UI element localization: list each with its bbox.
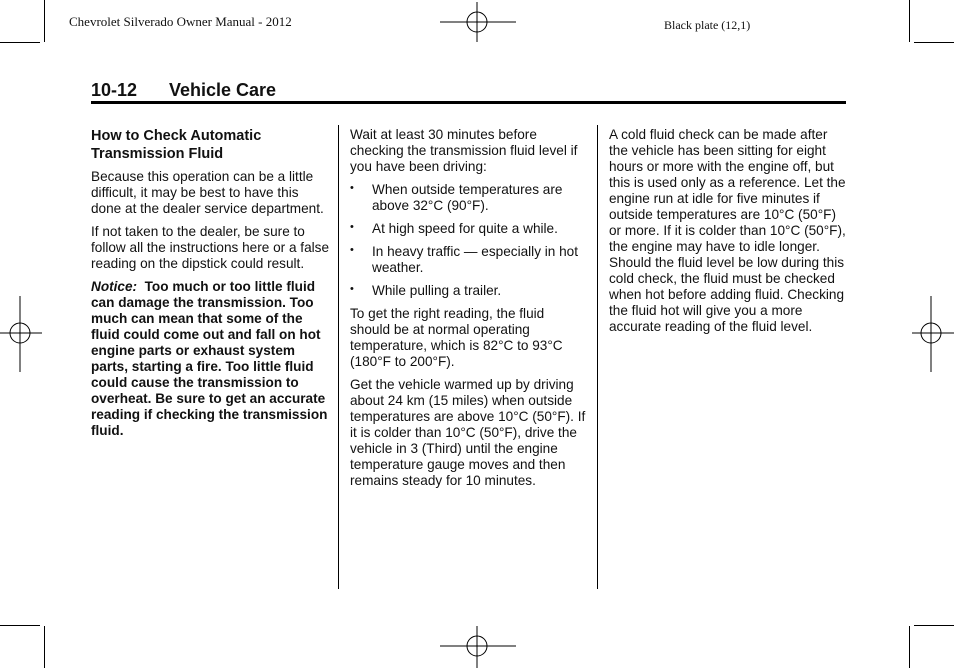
- crop-mark-top-left-h: [0, 42, 40, 43]
- notice-block: [91, 279, 329, 439]
- paragraph-cold-check: A cold fluid check can be made after the vehicle has been sitting for eight hours or more with the engine off, but this is used only as a reference. Let the engine run at idle for five minutes if outside temperatures are 10°C (50°F) or more. If it is colder than 10°C (50°F), the engine may have to idle longer. Should the fluid level be low during this cold check, the fluid must be checked when hot before adding fluid. Checking the fluid hot will give you a more accurate reading of the fluid level.: [609, 127, 846, 334]
- bullet-icon: •: [350, 283, 354, 295]
- bullet-icon: •: [350, 182, 354, 194]
- page-number: 10-12: [91, 80, 138, 100]
- manual-title: Chevrolet Silverado Owner Manual - 2012: [69, 14, 292, 29]
- notice-text: Too much or too little fluid can damage the transmission. Too much can mean that some of the fluid could come out and fall on hot engine parts or exhaust system parts, starting a fire. Too little fluid could cause the transmission to overheat. Be sure to get an accurate reading if checking the transmission fluid.: [91, 279, 328, 438]
- conditions-list: [350, 182, 588, 299]
- procedure-heading: How to Check Automatic Transmission Fluid: [91, 128, 262, 162]
- registration-mark-bottom: [440, 626, 516, 668]
- bullet-icon: •: [350, 221, 354, 233]
- crop-mark-bottom-right-v: [909, 626, 910, 668]
- section-title: Vehicle Care: [169, 80, 277, 100]
- column-divider-2: [597, 125, 598, 589]
- crop-mark-top-right-v: [909, 0, 910, 42]
- paragraph-temperature: To get the right reading, the fluid should be at normal operating temperature, which is 82°C to 93°C (180°F to 200°F).: [350, 306, 563, 369]
- crop-mark-top-right-h: [914, 42, 954, 43]
- crop-mark-bottom-right-h: [914, 625, 954, 626]
- registration-mark-right: [912, 296, 954, 372]
- list-item: • In heavy traffic — especially in hot weather.: [350, 244, 579, 275]
- paragraph-dealer: If not taken to the dealer, be sure to follow all the instructions here or a false reading on the dipstick could result.: [91, 224, 330, 271]
- bullet-icon: •: [350, 244, 354, 256]
- crop-mark-bottom-left-h: [0, 625, 40, 626]
- column-1: [91, 127, 329, 446]
- paragraph-wait: Wait at least 30 minutes before checking the transmission fluid level if you have been driving:: [350, 127, 578, 174]
- registration-mark-top: [440, 2, 516, 42]
- plate-label: Black plate (12,1): [664, 18, 751, 32]
- column-3: [609, 127, 847, 342]
- list-item: • When outside temperatures are above 32°C (90°F).: [350, 182, 563, 213]
- list-item: • At high speed for quite a while.: [350, 221, 558, 236]
- list-item: • While pulling a trailer.: [350, 283, 502, 298]
- paragraph-warm-up: Get the vehicle warmed up by driving about 24 km (15 miles) when outside temperatures are above 10°C (50°F). If it is colder than 10°C (50°F), drive the vehicle in 3 (Third) until the engine temperature gauge moves and then remains steady for 10 minutes.: [350, 377, 586, 488]
- paragraph-difficulty: Because this operation can be a little difficult, it may be best to have this done at the dealer service department.: [91, 169, 324, 216]
- header-rule: [91, 101, 846, 104]
- notice-label: Notice:: [91, 279, 138, 294]
- column-divider-1: [338, 125, 339, 589]
- crop-mark-bottom-left-v: [44, 626, 45, 668]
- column-2: [350, 127, 588, 496]
- crop-mark-top-left-v: [44, 0, 45, 42]
- registration-mark-left: [0, 296, 42, 372]
